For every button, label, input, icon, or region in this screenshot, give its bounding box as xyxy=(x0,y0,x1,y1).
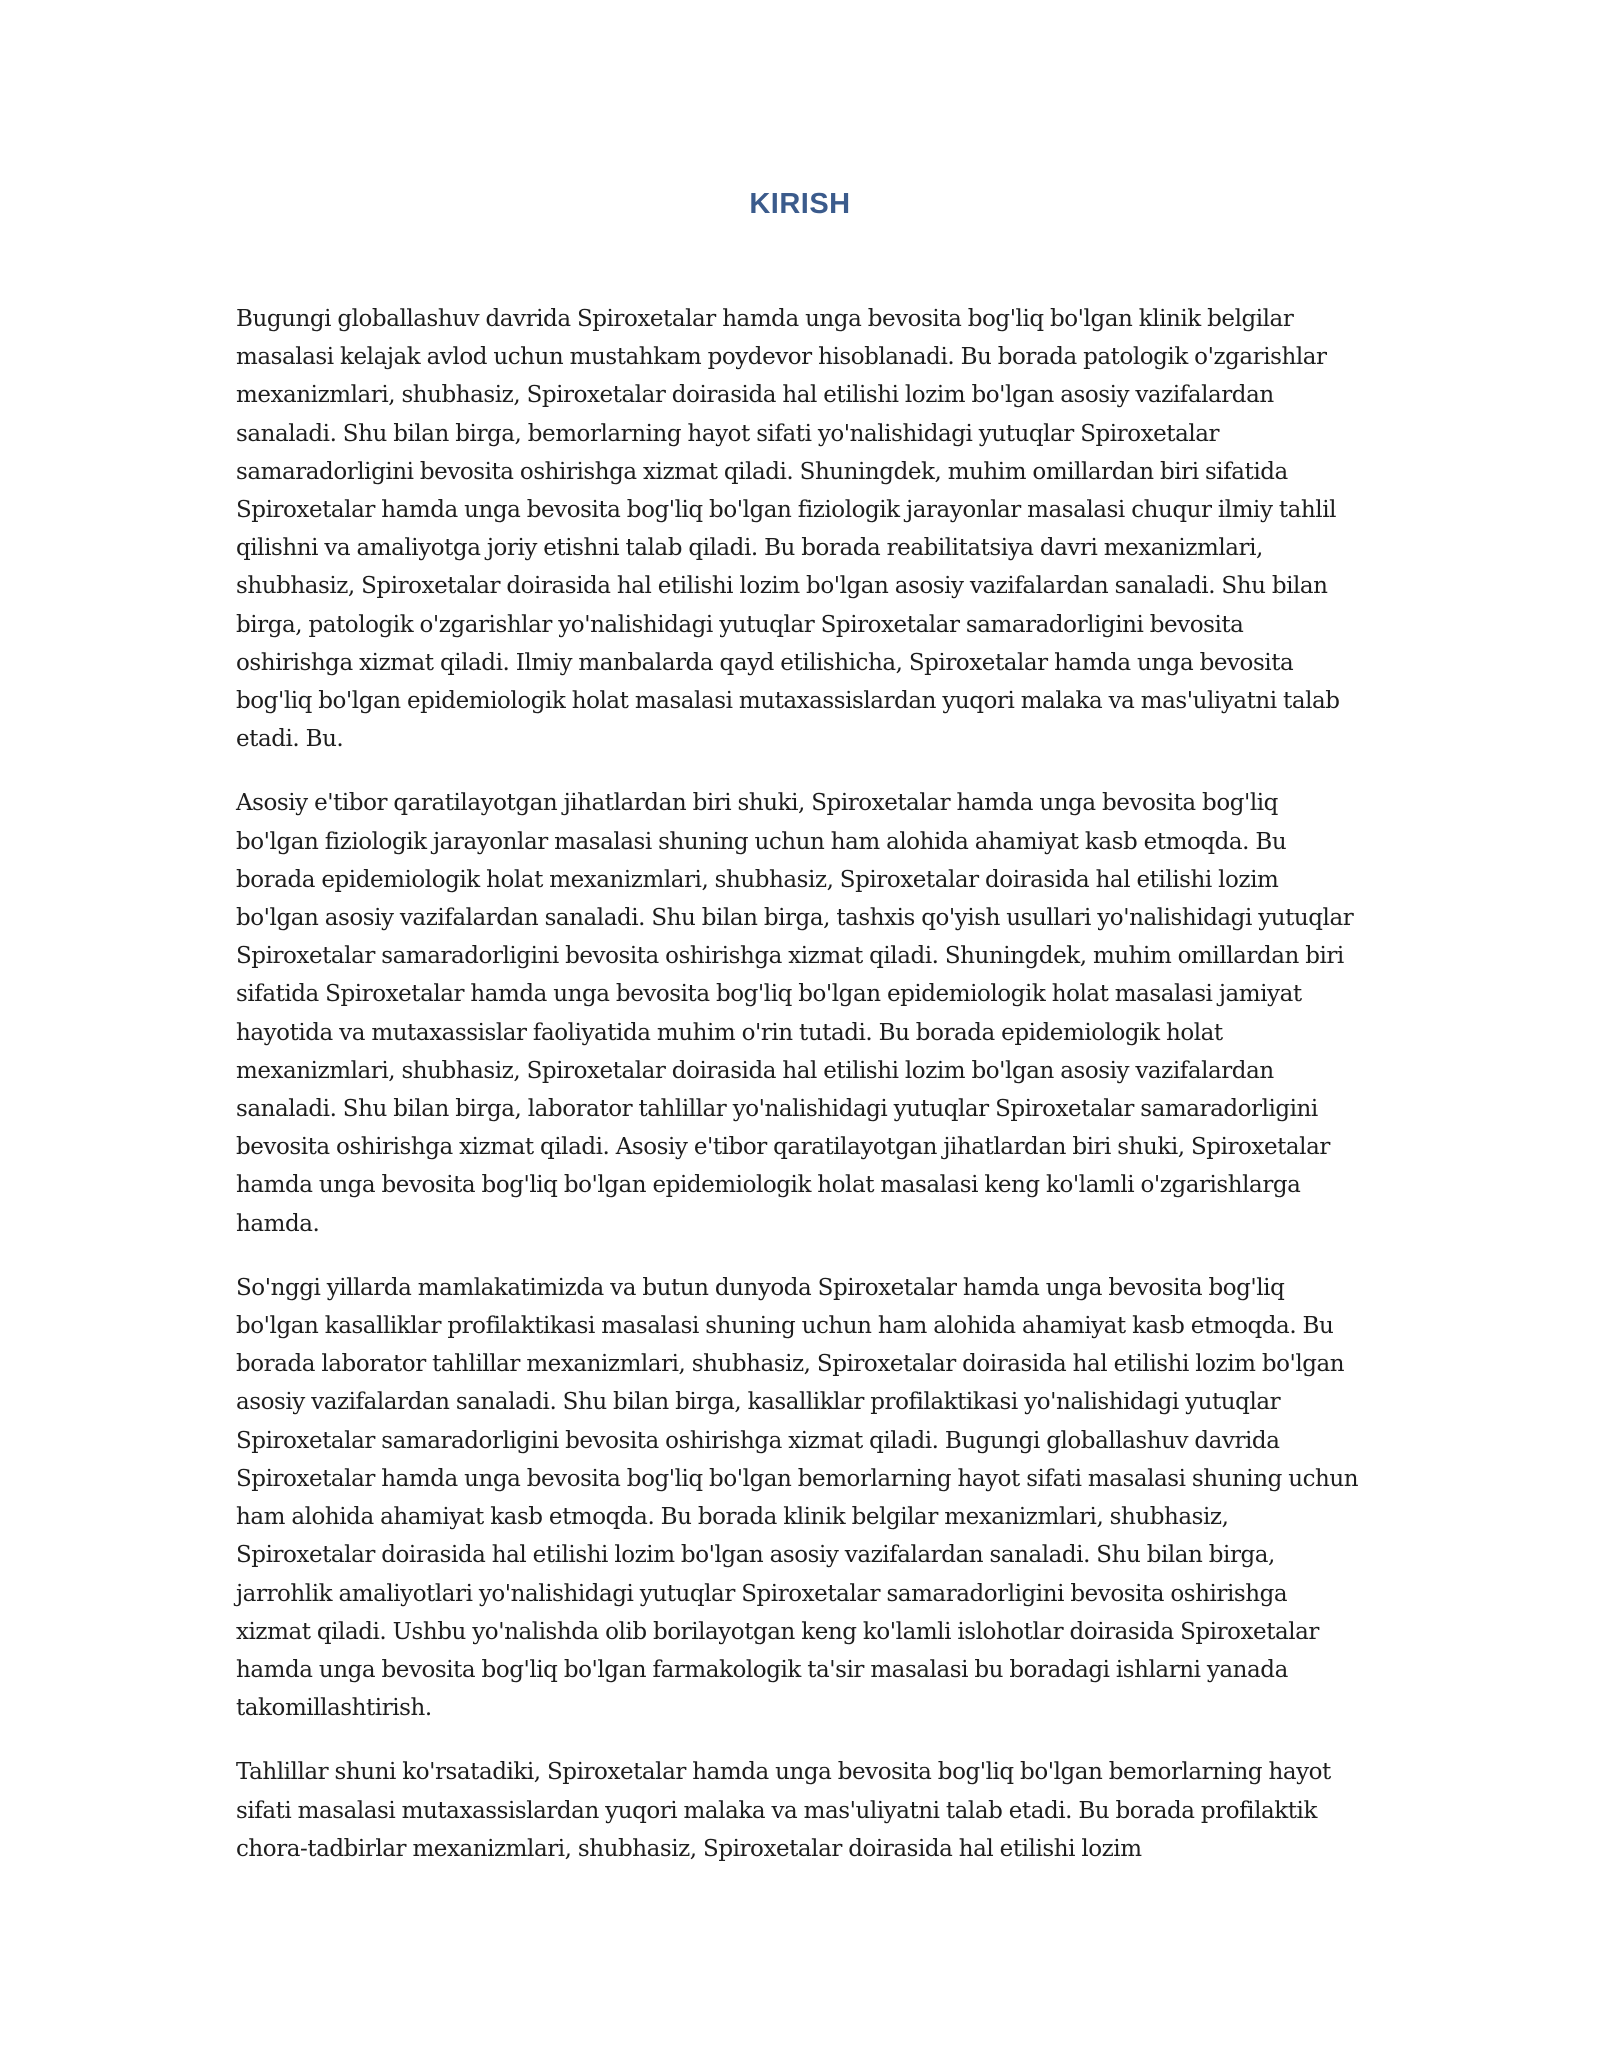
paragraph-3: So'nggi yillarda mamlakatimizda va butun dunyoda Spiroxetalar hamda unga bevosita bog'liq bo'lgan kasalliklar profilaktikasi masalasi shuning uchun ham alohida ahamiyat kasb etmoqda. Bu borada laborator tahlillar mexanizmlari, shubhasiz, Spiroxetalar doirasida hal etilishi lozim bo'lgan asosiy vazifalardan sanaladi. Shu bilan birga, kasalliklar profilaktikasi yo'nalishidagi yutuqlar Spiroxetalar samaradorligini bevosita oshirishga xizmat qiladi. Bugungi globallashuv davrida Spiroxetalar hamda unga bevosita bog'liq bo'lgan bemorlarning hayot sifati masalasi shuning uchun ham alohida ahamiyat kasb etmoqda. Bu borada klinik belgilar mexanizmlari, shubhasiz, Spiroxetalar doirasida hal etilishi lozim bo'lgan asosiy vazifalardan sanaladi. Shu bilan birga, jarrohlik amaliyotlari yo'nalishidagi yutuqlar Spiroxetalar samaradorligini bevosita oshirishga xizmat qiladi. Ushbu yo'nalishda olib borilayotgan keng ko'lamli islohotlar doirasida Spiroxetalar hamda unga bevosita bog'liq bo'lgan farmakologik ta'sir masalasi bu boradagi ishlarni yanada takomillashtirish. xyxy=(236,1274,1359,1722)
paragraph-2: Asosiy e'tibor qaratilayotgan jihatlardan biri shuki, Spiroxetalar hamda unga bevosita bog'liq bo'lgan fiziologik jarayonlar masalasi shuning uchun ham alohida ahamiyat kasb etmoqda. Bu borada epidemiologik holat mexanizmlari, shubhasiz, Spiroxetalar doirasida hal etilishi lozim bo'lgan asosiy vazifalardan sanaladi. Shu bilan birga, tashxis qo'yish usullari yo'nalishidagi yutuqlar Spiroxetalar samaradorligini bevosita oshirishga xizmat qiladi. Shuningdek, muhim omillardan biri sifatida Spiroxetalar hamda unga bevosita bog'liq bo'lgan epidemiologik holat masalasi jamiyat hayotida va mutaxassislar faoliyatida muhim o'rin tutadi. Bu borada epidemiologik holat mexanizmlari, shubhasiz, Spiroxetalar doirasida hal etilishi lozim bo'lgan asosiy vazifalardan sanaladi. Shu bilan birga, laborator tahlillar yo'nalishidagi yutuqlar Spiroxetalar samaradorligini bevosita oshirishga xizmat qiladi. Asosiy e'tibor qaratilayotgan jihatlardan biri shuki, Spiroxetalar hamda unga bevosita bog'liq bo'lgan epidemiologik holat masalasi keng ko'lamli o'zgarishlarga hamda. xyxy=(236,790,1354,1237)
paragraph-4: Tahlillar shuni ko'rsatadiki, Spiroxetalar hamda unga bevosita bog'liq bo'lgan bemorlarning hayot sifati masalasi mutaxassislardan yuqori malaka va mas'uliyatni talab etadi. Bu borada profilaktik chora-tadbirlar mexanizmlari, shubhasiz, Spiroxetalar doirasida hal etilishi lozim xyxy=(236,1759,1331,1862)
document-body xyxy=(236,300,1366,1894)
page-title: KIRISH xyxy=(749,188,851,220)
paragraph-1: Bugungi globallashuv davrida Spiroxetalar hamda unga bevosita bog'liq bo'lgan klinik belgilar masalasi kelajak avlod uchun mustahkam poydevor hisoblanadi. Bu borada patologik o'zgarishlar mexanizmlari, shubhasiz, Spiroxetalar doirasida hal etilishi lozim bo'lgan asosiy vazifalardan sanaladi. Shu bilan birga, bemorlarning hayot sifati yo'nalishidagi yutuqlar Spiroxetalar samaradorligini bevosita oshirishga xizmat qiladi. Shuningdek, muhim omillardan biri sifatida Spiroxetalar hamda unga bevosita bog'liq bo'lgan fiziologik jarayonlar masalasi chuqur ilmiy tahlil qilishni va amaliyotga joriy etishni talab qiladi. Bu borada reabilitatsiya davri mexanizmlari, shubhasiz, Spiroxetalar doirasida hal etilishi lozim bo'lgan asosiy vazifalardan sanaladi. Shu bilan birga, patologik o'zgarishlar yo'nalishidagi yutuqlar Spiroxetalar samaradorligini bevosita oshirishga xizmat qiladi. Ilmiy manbalarda qayd etilishicha, Spiroxetalar hamda unga bevosita bog'liq bo'lgan epidemiologik holat masalasi mutaxassislardan yuqori malaka va mas'uliyatni talab etadi. Bu. xyxy=(236,306,1340,753)
